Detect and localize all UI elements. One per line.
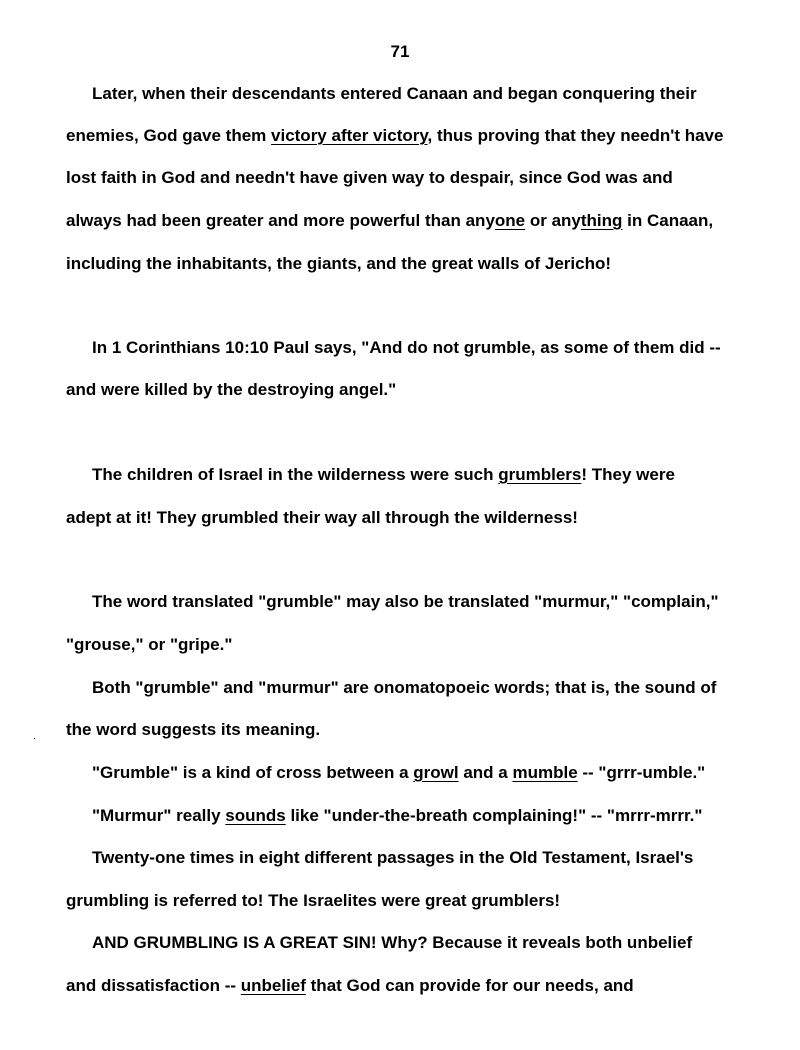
text-line: and dissatisfaction -- unbelief that God can provide for our needs, and — [66, 976, 634, 995]
text-line: "Murmur" really sounds like "under-the-breath complaining!" -- "mrrr-mrrr." — [92, 806, 703, 825]
text-line: the word suggests its meaning. — [66, 720, 321, 739]
text-line: Both "grumble" and "murmur" are onomatopoeic words; that is, the sound of — [92, 678, 717, 697]
text-line: always had been greater and more powerful than anyone or anything in Canaan, — [66, 211, 714, 230]
underlined-word: sounds — [225, 806, 286, 825]
text-line: and were killed by the destroying angel." — [66, 380, 397, 399]
underlined-word: mumble — [512, 763, 578, 782]
underlined-word: grumblers — [498, 465, 582, 484]
underlined-word: one — [494, 211, 526, 230]
text-line: The word translated "grumble" may also be translated "murmur," "complain," — [92, 592, 719, 611]
underlined-word: unbelief — [240, 976, 306, 995]
underlined-phrase: victory after victory — [271, 126, 428, 145]
text-line: lost faith in God and needn't have given way to despair, since God was and — [66, 168, 673, 187]
underlined-word: thing — [580, 211, 623, 230]
underlined-word: growl — [413, 763, 459, 782]
scan-speck — [34, 738, 35, 739]
text-line: grumbling is referred to! The Israelites were great grumblers! — [66, 891, 561, 910]
text-line: enemies, God gave them victory after victory, thus proving that they needn't have — [66, 126, 724, 145]
text-line: In 1 Corinthians 10:10 Paul says, "And do not grumble, as some of them did -- — [92, 338, 721, 357]
page-number: 71 — [390, 42, 410, 61]
text-line: adept at it! They grumbled their way all through the wilderness! — [66, 508, 578, 527]
text-line: "Grumble" is a kind of cross between a growl and a mumble -- "grrr-umble." — [92, 763, 706, 782]
text-line: AND GRUMBLING IS A GREAT SIN! Why? Because it reveals both unbelief — [92, 933, 693, 952]
text-line: Later, when their descendants entered Canaan and began conquering their — [92, 84, 697, 103]
text-line: Twenty-one times in eight different passages in the Old Testament, Israel's — [92, 848, 694, 867]
text-line: including the inhabitants, the giants, and the great walls of Jericho! — [66, 254, 612, 273]
text-line: The children of Israel in the wilderness were such grumblers! They were — [92, 465, 675, 484]
text-line: "grouse," or "gripe." — [66, 635, 233, 654]
